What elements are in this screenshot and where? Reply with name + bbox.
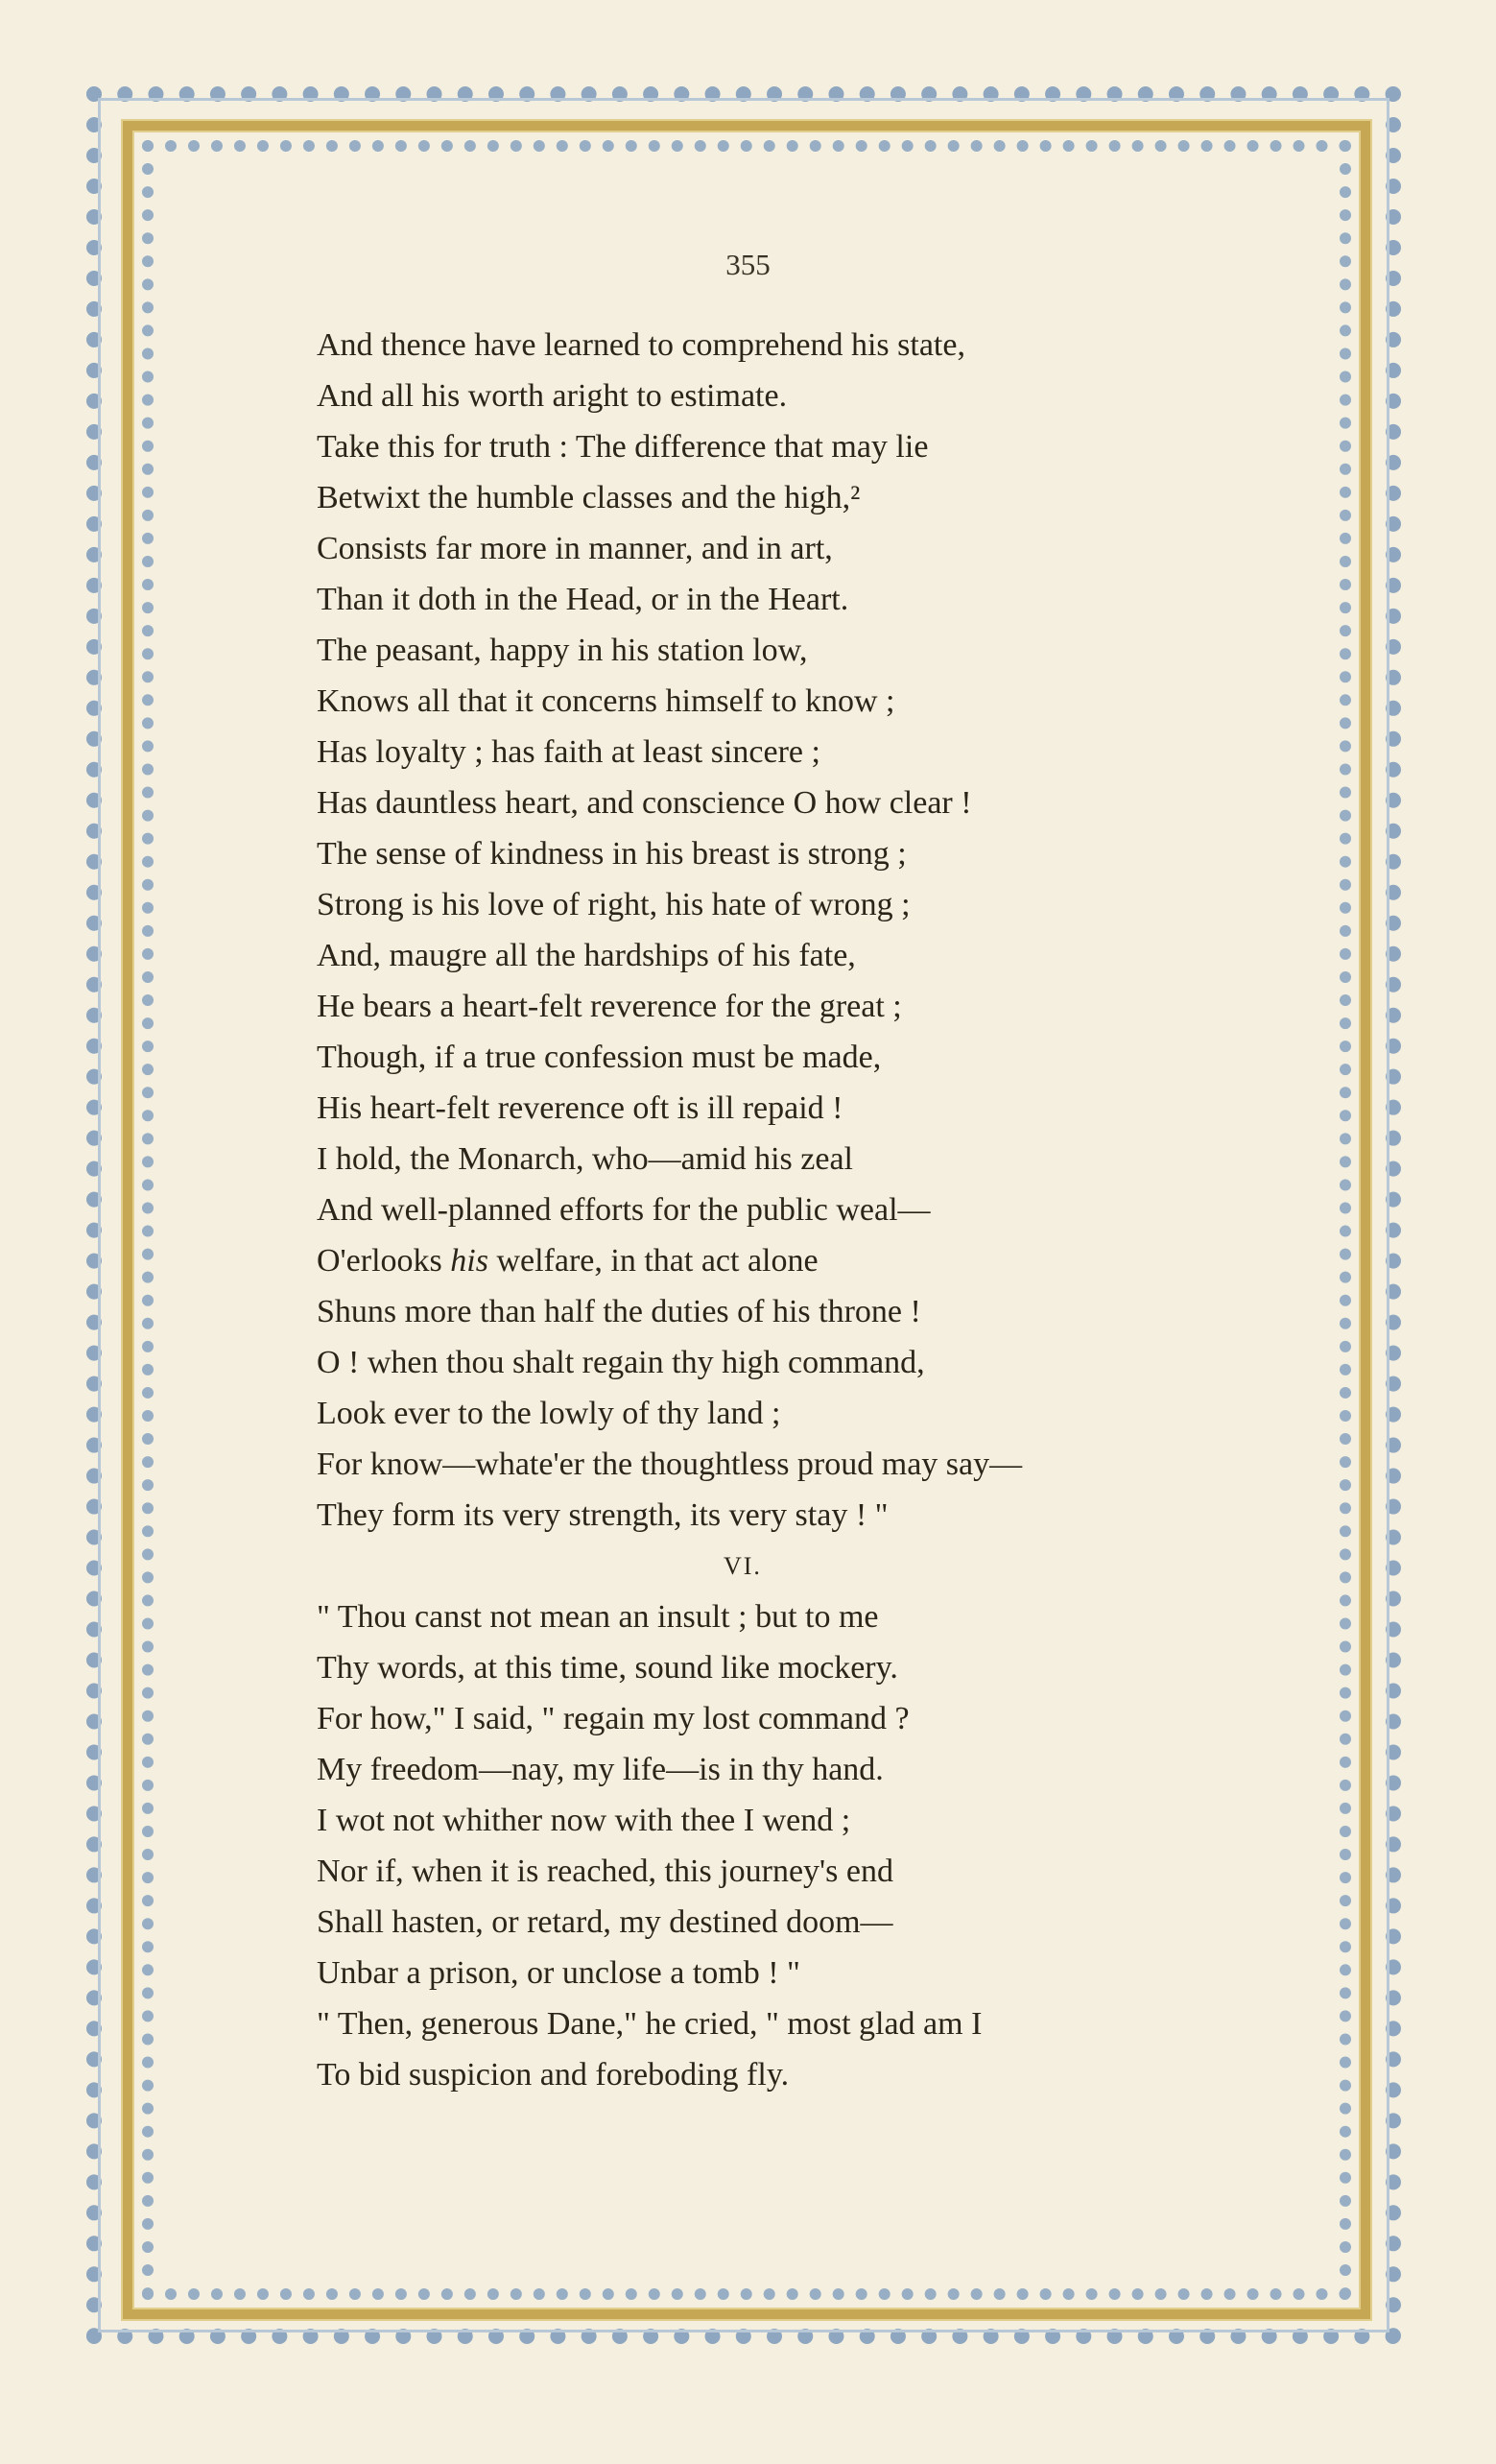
verse-line: My freedom—nay, my life—is in thy hand. xyxy=(317,1752,884,1787)
verse-line: He bears a heart-felt reverence for the great ; xyxy=(317,989,902,1024)
verse-line: Shuns more than half the duties of his throne ! xyxy=(317,1294,921,1329)
verse-line: " Then, generous Dane," he cried, " most glad am I xyxy=(317,2006,983,2042)
verse-line: For how," I said, " regain my lost command ? xyxy=(317,1701,910,1736)
verse-line: Take this for truth : The difference that may lie xyxy=(317,429,929,465)
verse-line: And well-planned efforts for the public weal— xyxy=(317,1192,931,1228)
verse-line: O ! when thou shalt regain thy high command, xyxy=(317,1345,925,1380)
verse-line: Has dauntless heart, and conscience O how clear ! xyxy=(317,785,972,821)
verse-line: Strong is his love of right, his hate of wrong ; xyxy=(317,887,911,922)
verse-line: For know—whate'er the thoughtless proud may say— xyxy=(317,1447,1023,1482)
verse-line: The sense of kindness in his breast is strong ; xyxy=(317,836,907,872)
verse-line: And, maugre all the hardships of his fate, xyxy=(317,938,856,973)
verse-line: Has loyalty ; has faith at least sincere ; xyxy=(317,734,820,770)
verse-line: Though, if a true confession must be made, xyxy=(317,1040,882,1075)
page-number: 355 xyxy=(725,248,771,281)
verse-line: Look ever to the lowly of thy land ; xyxy=(317,1396,781,1431)
verse-fragment: welfare, in that act alone xyxy=(487,1243,819,1279)
verse-line: Nor if, when it is reached, this journey's end xyxy=(317,1854,893,1889)
verse-line: And thence have learned to comprehend his state, xyxy=(317,327,965,363)
verse-line: To bid suspicion and foreboding fly. xyxy=(317,2057,790,2093)
verse-line: The peasant, happy in his station low, xyxy=(317,633,808,668)
poem-text xyxy=(317,320,1238,2100)
verse-line: I hold, the Monarch, who—amid his zeal xyxy=(317,1141,853,1177)
verse-line: I wot not whither now with thee I wend ; xyxy=(317,1803,851,1838)
verse-line: And all his worth aright to estimate. xyxy=(317,378,788,414)
verse-line: His heart-felt reverence oft is ill repaid ! xyxy=(317,1090,843,1126)
verse-fragment: O'erlooks xyxy=(317,1243,451,1279)
verse-line: Betwixt the humble classes and the high,² xyxy=(317,480,861,515)
section-marker: VI. xyxy=(724,1552,762,1580)
verse-line: Shall hasten, or retard, my destined doom— xyxy=(317,1904,893,1940)
verse-line: Consists far more in manner, and in art, xyxy=(317,531,833,566)
italic-word: his xyxy=(450,1243,488,1279)
verse-line-with-italic xyxy=(317,1235,1238,1286)
verse-line: Thy words, at this time, sound like mockery. xyxy=(317,1650,898,1686)
verse-line: " Thou canst not mean an insult ; but to me xyxy=(317,1599,879,1635)
verse-line: Than it doth in the Head, or in the Heart. xyxy=(317,582,849,617)
verse-line: They form its very strength, its very stay ! " xyxy=(317,1497,889,1533)
verse-line: Unbar a prison, or unclose a tomb ! " xyxy=(317,1955,800,1991)
verse-line: Knows all that it concerns himself to know ; xyxy=(317,683,895,719)
